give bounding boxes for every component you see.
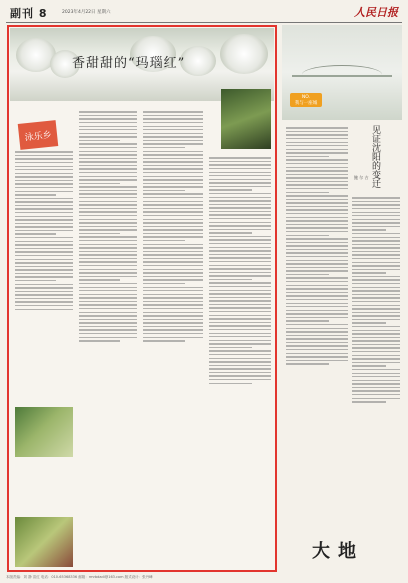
newspaper-logo: 人民日报 <box>354 6 398 19</box>
article-stamp: 泳乐乡 <box>18 120 59 150</box>
article-frame[interactable] <box>7 25 277 572</box>
page-footer: 本版责编：刘 静 苗红 电话：010-65368336 邮箱：rmrbdadi@163.com 版式设计：张丹峰 <box>6 575 153 579</box>
article-headline: 香甜甜的“玛瑙红” <box>72 56 186 71</box>
body-column-4 <box>209 155 271 564</box>
page-header <box>0 0 408 26</box>
body-column-3 <box>143 109 203 564</box>
sidebar-column <box>282 25 402 572</box>
header-rule <box>6 22 402 23</box>
series-badge <box>290 93 322 107</box>
series-badge-number: NO. <box>301 94 311 100</box>
sidebar-body-2 <box>352 195 400 405</box>
sidebar-headline: 见证沈阳的变迁 <box>370 125 380 188</box>
body-column-2 <box>79 109 137 564</box>
section-label: 副刊 8 <box>10 7 48 20</box>
sidebar-body-1 <box>286 125 348 367</box>
body-column-1 <box>15 149 73 564</box>
sidebar-author: 鲍 尔 吉 <box>354 175 369 180</box>
series-badge-label: 我与一座城 <box>294 100 318 106</box>
article-body <box>15 109 269 564</box>
issue-date: 2023年4月22日 星期六 <box>62 10 111 15</box>
sidebar-city-photo <box>282 25 402 120</box>
supplement-name: 大地 <box>312 541 364 562</box>
